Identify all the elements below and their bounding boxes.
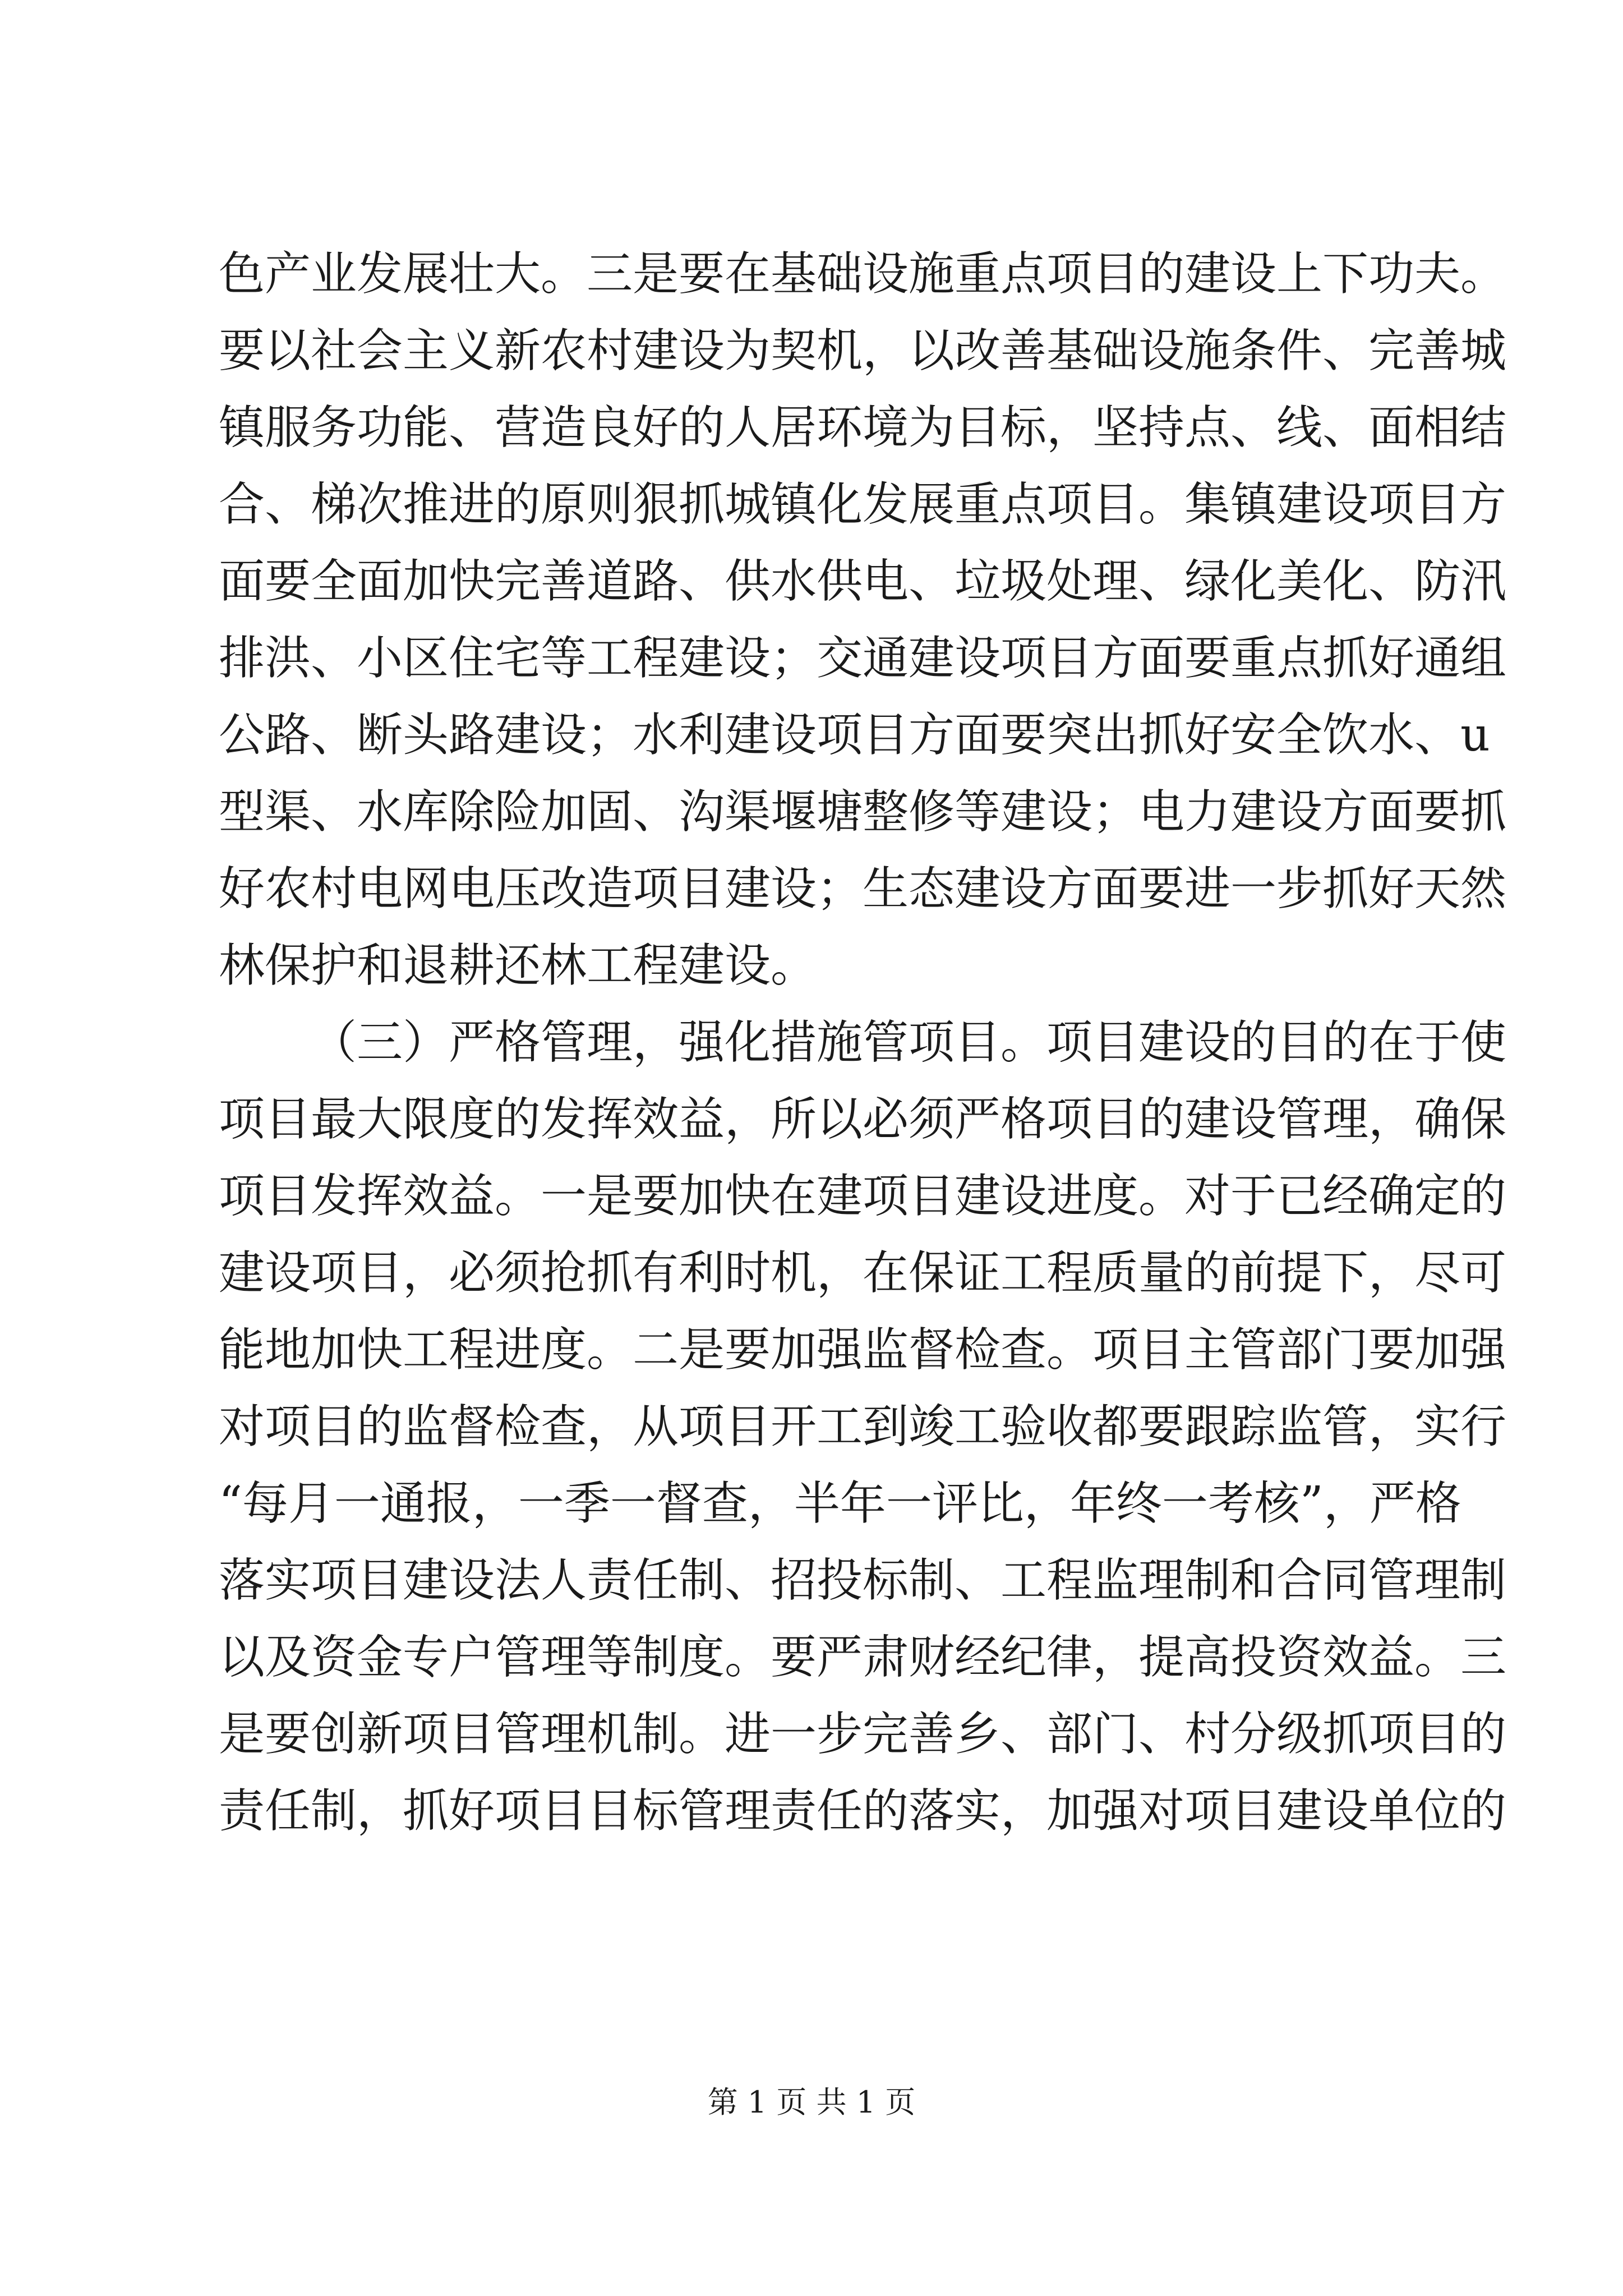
paragraph-end-line: 林保护和退耕还林工程建设。 [219, 939, 817, 992]
text-line: 建设项目，必须抢抓有利时机，在保证工程质量的前提下，尽可 [219, 1246, 1507, 1300]
text-line: 是要创新项目管理机制。进一步完善乡、部门、村分级抓项目的 [219, 1708, 1507, 1761]
text-line: 镇服务功能、营造良好的人居环境为目标，坚持点、线、面相结 [219, 401, 1507, 454]
text-line: 好农村电网电压改造项目建设；生态建设方面要进一步抓好天然 [219, 862, 1507, 915]
text-line: 面要全面加快完善道路、供水供电、垃圾处理、绿化美化、防汛 [219, 555, 1507, 608]
text-line: 要以社会主义新农村建设为契机，以改善基础设施条件、完善城 [219, 324, 1507, 378]
text-line: 合、梯次推进的原则狠抓城镇化发展重点项目。集镇建设项目方 [219, 478, 1507, 531]
text-line: 项目发挥效益。一是要加快在建项目建设进度。对于已经确定的 [219, 1170, 1507, 1223]
text-line: 排洪、小区住宅等工程建设；交通建设项目方面要重点抓好通组 [219, 632, 1507, 685]
page-number-footer: 第 1 页 共 1 页 [707, 2085, 916, 2120]
text-line: 能地加快工程进度。二是要加强监督检查。项目主管部门要加强 [219, 1323, 1507, 1377]
text-line: 色产业发展壮大。三是要在基础设施重点项目的建设上下功夫。 [219, 247, 1507, 301]
section-heading-line: （三）严格管理，强化措施管项目。项目建设的目的在于使 [311, 1016, 1507, 1069]
text-line: 对项目的监督检查，从项目开工到竣工验收都要跟踪监管，实行 [219, 1400, 1507, 1453]
text-line: 落实项目建设法人责任制、招投标制、工程监理制和合同管理制 [219, 1554, 1507, 1607]
text-line: 责任制，抓好项目目标管理责任的落实，加强对项目建设单位的 [219, 1784, 1507, 1838]
text-line: 型渠、水库除险加固、沟渠堰塘整修等建设；电力建设方面要抓 [219, 785, 1507, 839]
text-line: 项目最大限度的发挥效益，所以必须严格项目的建设管理，确保 [219, 1093, 1507, 1146]
text-line: 公路、断头路建设；水利建设项目方面要突出抓好安全饮水、u [219, 708, 1490, 762]
document-body [219, 236, 1507, 1849]
text-line: “每月一通报，一季一督查，半年一评比，年终一考核”，严格 [219, 1477, 1461, 1530]
text-line: 以及资金专户管理等制度。要严肃财经纪律，提高投资效益。三 [219, 1631, 1507, 1684]
